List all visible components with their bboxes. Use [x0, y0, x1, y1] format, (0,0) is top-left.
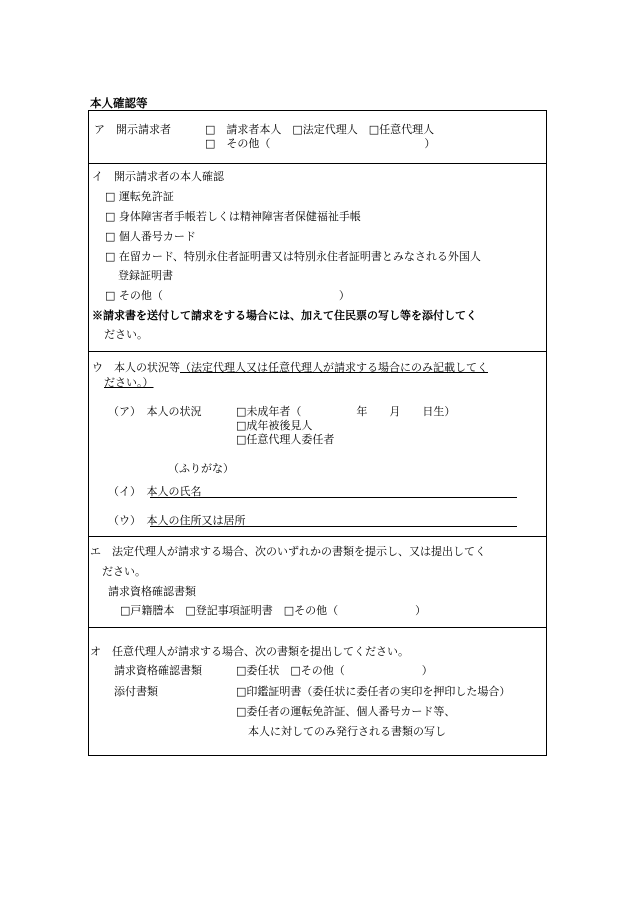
legal-rep-docs-label: 請求資格確認書類: [108, 585, 196, 598]
checkbox-adult-ward[interactable]: □成年被後見人: [236, 419, 313, 432]
requester-label: ア 開示請求者: [94, 123, 171, 136]
divider-a: [88, 163, 546, 164]
mail-note: ※請求書を送付して請求をする場合には、加えて住民票の写し等を添付してく: [92, 309, 477, 322]
voluntary-rep-docs-label: 請求資格確認書類: [114, 664, 202, 677]
delegator-id-copy-continued: 本人に対してのみ発行される書類の写し: [248, 725, 446, 738]
checkbox-delegator-id-copy[interactable]: □委任者の運転免許証、個人番号カード等、: [236, 705, 456, 718]
principal-status-heading-condition: （法定代理人又は任意代理人が請求する場合にのみ記載してく: [180, 361, 488, 374]
residence-card-continuation: 登録証明書: [118, 269, 173, 282]
principal-name-field[interactable]: [150, 497, 517, 498]
voluntary-rep-instruction: オ 任意代理人が請求する場合、次の書類を提出してください。: [90, 645, 409, 658]
principal-status-heading-continued: ださい。）: [104, 376, 154, 389]
principal-address-label: （ウ） 本人の住所又は居所: [108, 514, 246, 527]
principal-status-heading-prefix: ウ 本人の状況等: [92, 361, 180, 374]
divider-e: [88, 627, 546, 628]
voluntary-rep-doc-options[interactable]: □委任状 □その他（ ）: [236, 664, 433, 677]
legal-rep-instruction: エ 法定代理人が請求する場合、次のいずれかの書類を提示し、又は提出してく: [90, 545, 486, 558]
checkbox-seal-certificate[interactable]: □印鑑証明書（委任状に委任者の実印を押印した場合）: [236, 685, 511, 698]
legal-rep-doc-options[interactable]: □戸籍謄本 □登記事項証明書 □その他（ ）: [120, 604, 427, 617]
principal-address-field[interactable]: [150, 526, 517, 527]
checkbox-minor[interactable]: □未成年者（ 年 月 日生）: [236, 405, 456, 418]
legal-rep-instruction-continued: ださい。: [102, 565, 146, 578]
checkbox-other-identity[interactable]: □ その他（ ）: [105, 289, 350, 302]
principal-status-label: （ア） 本人の状況: [108, 405, 202, 418]
divider-i: [88, 351, 546, 352]
section-title: 本人確認等: [90, 96, 148, 110]
divider-u: [88, 536, 546, 537]
attachment-docs-label: 添付書類: [114, 685, 158, 698]
checkbox-delegator[interactable]: □任意代理人委任者: [236, 433, 335, 446]
requester-other-option[interactable]: □ その他（ ）: [205, 137, 436, 150]
checkbox-residence-card[interactable]: □ 在留カード、特別永住者証明書又は特別永住者証明書とみなされる外国人: [105, 250, 481, 263]
checkbox-my-number-card[interactable]: □ 個人番号カード: [105, 230, 196, 243]
furigana-label: （ふりがな）: [168, 462, 234, 475]
identity-heading: イ 開示請求者の本人確認: [92, 170, 224, 183]
principal-name-label: （イ） 本人の氏名: [108, 485, 202, 498]
requester-options[interactable]: □ 請求者本人 □法定代理人 □任意代理人: [205, 123, 435, 136]
mail-note-continued: ださい。: [104, 328, 148, 341]
checkbox-disability-handbook[interactable]: □ 身体障害者手帳若しくは精神障害者保健福祉手帳: [105, 210, 361, 223]
principal-status-heading: [92, 361, 488, 375]
checkbox-drivers-license[interactable]: □ 運転免許証: [105, 190, 174, 203]
